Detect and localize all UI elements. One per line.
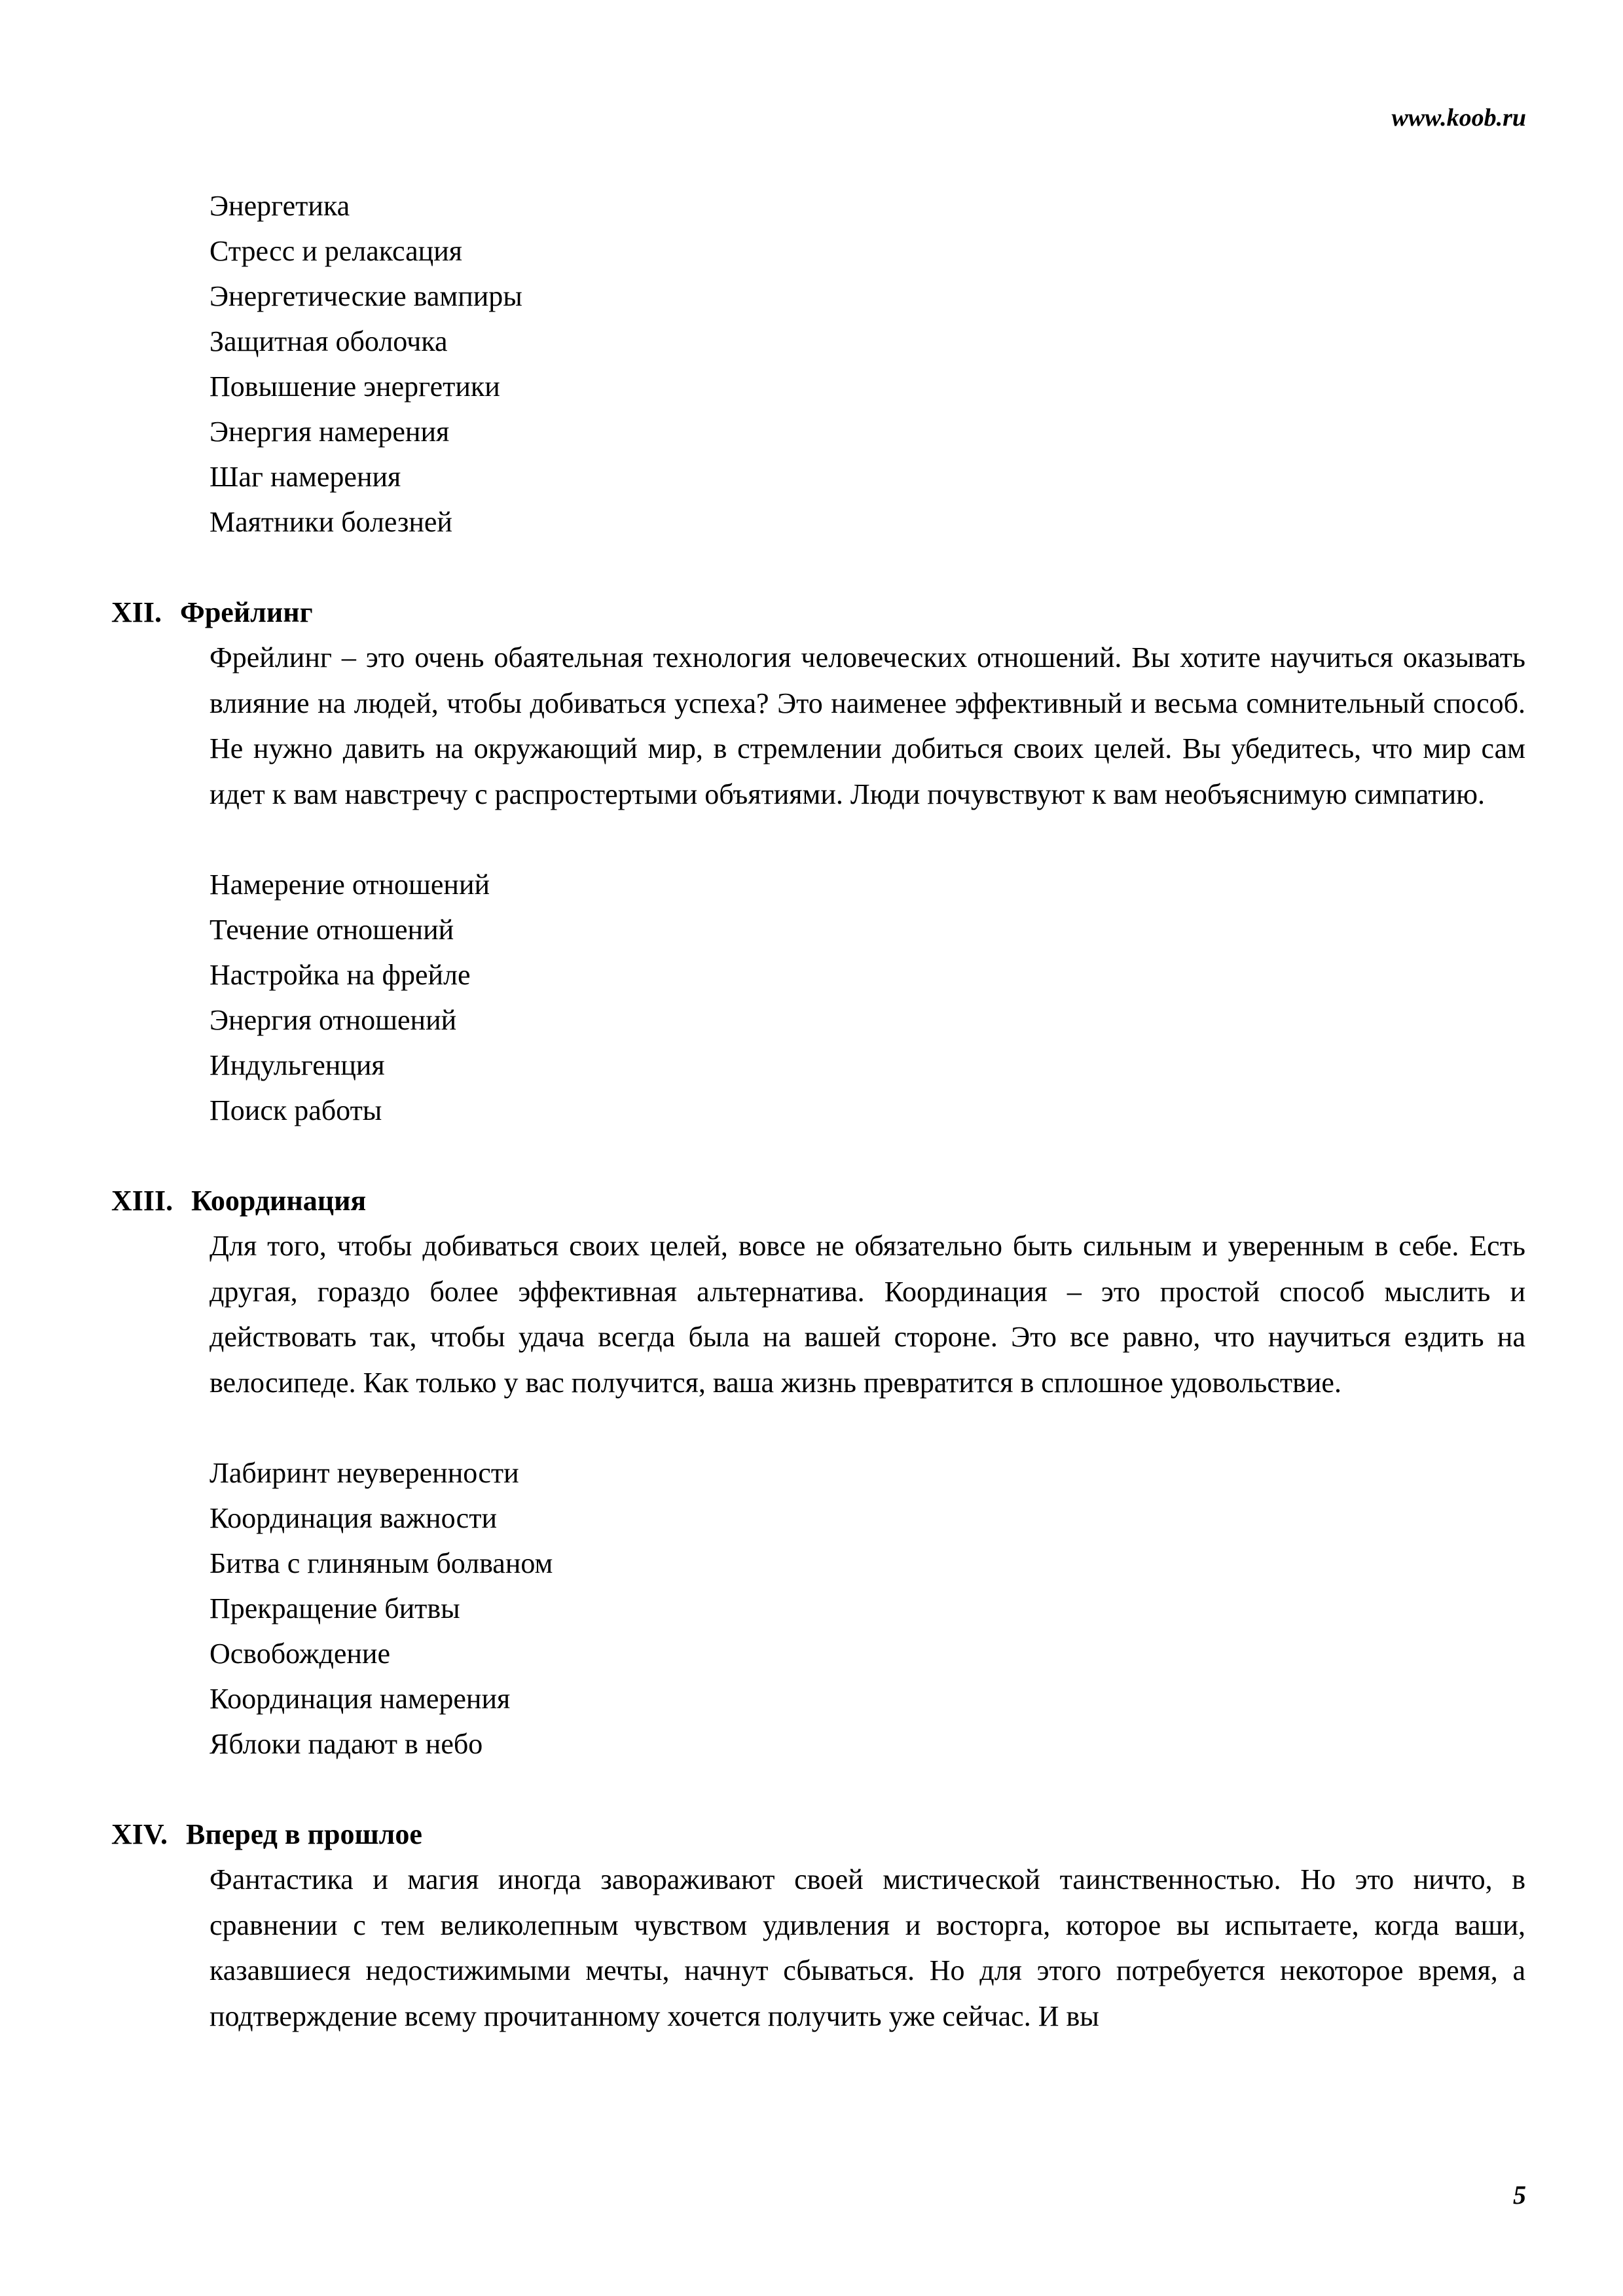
list-item: Повышение энергетики xyxy=(210,370,500,403)
page-content xyxy=(111,183,1525,2039)
list-item: Освобождение xyxy=(210,1638,391,1670)
list-item: Настройка на фрейле xyxy=(210,959,471,991)
chapter-xiv xyxy=(111,1812,1525,2039)
list-item: Защитная оболочка xyxy=(210,325,448,357)
list-item: Маятники болезней xyxy=(210,506,452,538)
chapter-description: Фрейлинг – это очень обаятельная технология человеческих отношений. Вы хотите научиться оказывать влияние на людей, чтобы добиваться успеха? Это наименее эффективный и весьма сомнительный способ. Не нужно давить на окружающий мир, в стремлении добиться своих целей. Вы убедитесь, что мир сам идет к вам навстречу с распростертыми объятиями. Люди почувствуют к вам необъяснимую симпатию. xyxy=(210,641,1525,810)
chapter-description: Фантастика и магия иногда завораживают своей мистической таинственностью. Но это ничто, в сравнении с тем великолепным чувством удивления и восторга, которое вы испытаете, когда ваши, казавшиеся недостижимыми мечты, начнут сбываться. Но для этого потребуется некоторое время, а подтверждение всему прочитанному хочется получить уже сейчас. И вы xyxy=(210,1863,1525,2032)
list-item: Яблоки падают в небо xyxy=(210,1728,483,1760)
list-item: Течение отношений xyxy=(210,914,454,946)
list-item: Прекращение битвы xyxy=(210,1592,460,1624)
list-item: Энергия отношений xyxy=(210,1004,457,1036)
chapter-topic-list xyxy=(111,862,1525,1133)
list-item: Координация важности xyxy=(210,1502,497,1534)
chapter-heading xyxy=(111,1178,1525,1223)
list-item: Битва с глиняным болваном xyxy=(210,1547,553,1579)
list-item: Энергия намерения xyxy=(210,416,450,448)
chapter-number: XIV. xyxy=(111,1818,168,1850)
chapter-number: XIII. xyxy=(111,1185,173,1217)
list-item: Энергетика xyxy=(210,190,350,222)
list-item: Намерение отношений xyxy=(210,869,490,901)
site-url: www.koob.ru xyxy=(1391,104,1526,132)
chapter-description: Для того, чтобы добиваться своих целей, вовсе не обязательно быть сильным и уверенным в себе. Есть другая, гораздо более эффективная альтернатива. Координация – это простой способ мыслить и действовать так, чтобы удача всегда была на вашей стороне. Это все равно, что научиться ездить на велосипеде. Как только у вас получится, ваша жизнь превратится в сплошное удовольствие. xyxy=(210,1230,1525,1399)
chapter-number: XII. xyxy=(111,596,162,628)
list-item: Энергетические вампиры xyxy=(210,280,522,312)
chapter-topic-list xyxy=(111,1450,1525,1767)
chapter-heading xyxy=(111,590,1525,635)
list-item: Лабиринт неуверенности xyxy=(210,1457,519,1489)
page-number: 5 xyxy=(1513,2180,1526,2210)
list-item: Поиск работы xyxy=(210,1094,382,1126)
chapter-title: Координация xyxy=(191,1185,367,1217)
chapter-heading xyxy=(111,1812,1525,1857)
list-item: Координация намерения xyxy=(210,1683,511,1715)
list-item: Индульгенция xyxy=(210,1049,385,1081)
chapter-xiii xyxy=(111,1178,1525,1767)
chapter-title: Вперед в прошлое xyxy=(186,1818,422,1850)
list-item: Шаг намерения xyxy=(210,461,401,493)
top-list xyxy=(111,183,1525,545)
chapter-xii xyxy=(111,590,1525,1133)
chapter-title: Фрейлинг xyxy=(180,596,313,628)
list-item: Стресс и релаксация xyxy=(210,235,462,267)
